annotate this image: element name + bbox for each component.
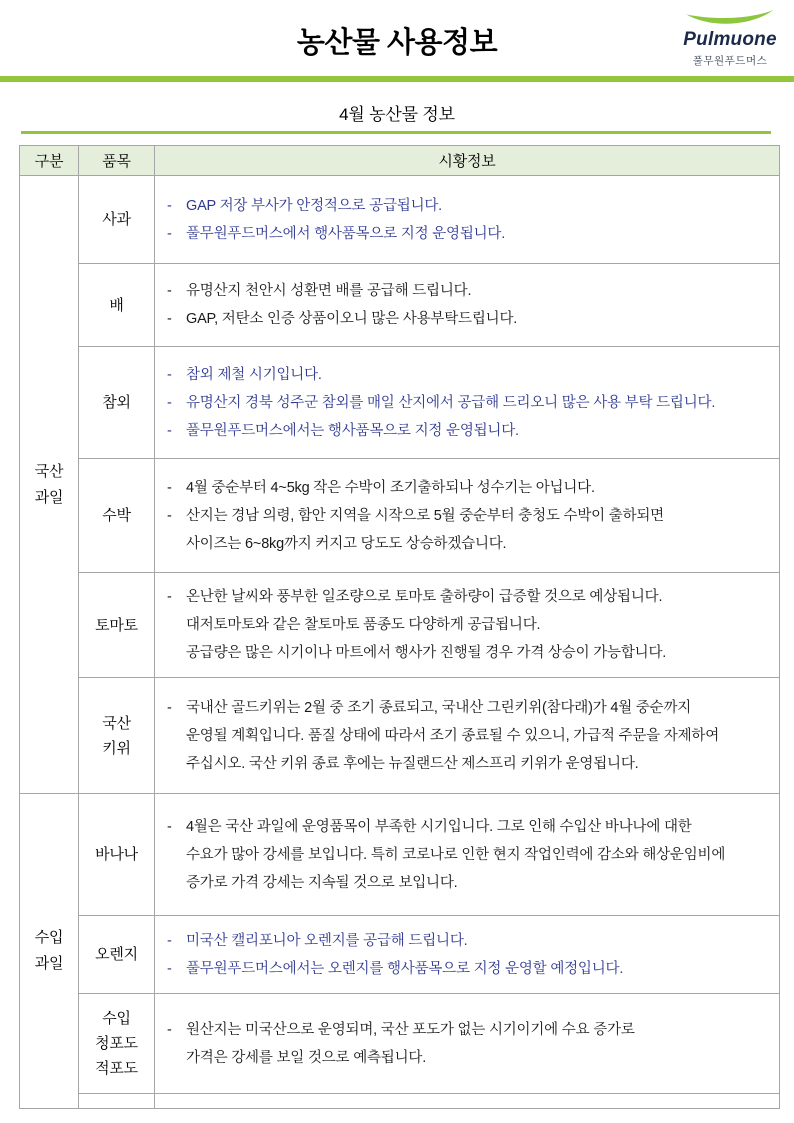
bullet-text: 풀무원푸드머스에서는 오렌지를 행사품목으로 지정 운영할 예정입니다. xyxy=(186,960,624,977)
pulmuone-logo xyxy=(678,8,782,68)
bullet-dash xyxy=(167,639,176,667)
col-header-item: 품목 xyxy=(79,146,155,176)
bullet-text: 4월은 국산 과일에 운영품목이 부족한 시기입니다. 그로 인해 수입산 바나나에 대한 xyxy=(186,818,692,835)
bullet-text: 사이즈는 6~8kg까지 커지고 당도도 상승하겠습니다. xyxy=(186,535,507,552)
group-label-line: 과일 xyxy=(34,488,64,506)
item-name-cell xyxy=(79,794,155,916)
bullet-dash: - xyxy=(167,283,172,299)
market-info-cell xyxy=(155,794,780,916)
bullet-text: 산지는 경남 의령, 함안 지역을 시작으로 5월 중순부터 충청도 수박이 출하되면 xyxy=(186,507,664,524)
bullet-dash xyxy=(167,869,176,897)
page-subtitle: 4월 농산물 정보 xyxy=(339,105,455,124)
bullet-line xyxy=(167,1044,769,1072)
table-row xyxy=(20,678,780,794)
bullet-dash xyxy=(167,722,176,750)
bullet-dash: - xyxy=(167,311,172,327)
bullet-line xyxy=(167,530,769,558)
group-label-line: 수입 xyxy=(34,929,64,946)
table-row xyxy=(20,994,780,1094)
bullet-dash xyxy=(167,530,176,558)
bullet-text: 운영될 계획입니다. 품질 상태에 따라서 조기 종료될 수 있으니, 가급적 주문을 자제하여 xyxy=(186,727,720,744)
bullet-line xyxy=(167,841,769,869)
bullet-text: 국내산 골드키위는 2월 중 조기 종료되고, 국내산 그린키위(참다래)가 4월 중순까지 xyxy=(186,699,692,716)
item-name-line: 참외 xyxy=(102,394,131,411)
item-name-cell xyxy=(79,176,155,264)
group-cell xyxy=(20,176,79,794)
table-row xyxy=(20,459,780,573)
bullet-line xyxy=(167,220,769,248)
market-info-cell xyxy=(155,994,780,1094)
bullet-dash: - xyxy=(167,422,172,439)
bullet-line xyxy=(167,955,769,983)
item-name-line: 오렌지 xyxy=(95,946,138,963)
bullet-line xyxy=(167,869,769,897)
bullet-line xyxy=(167,813,769,841)
bullet-dash xyxy=(167,750,176,778)
bullet-dash: - xyxy=(167,225,172,242)
item-name-cell xyxy=(79,347,155,459)
market-info-cell xyxy=(155,347,780,459)
market-table-body xyxy=(20,176,780,1109)
bullet-line xyxy=(167,192,769,220)
bullet-text: 참외 제철 시기입니다. xyxy=(186,366,322,383)
table-row xyxy=(20,264,780,347)
bullet-line xyxy=(167,502,769,530)
table-header-row xyxy=(20,146,780,176)
table-row xyxy=(20,794,780,916)
pulmuone-swoosh-icon xyxy=(684,8,776,28)
market-info-cell xyxy=(155,573,780,678)
market-info-cell xyxy=(155,1094,780,1109)
bullet-dash xyxy=(167,611,176,639)
bullet-dash: - xyxy=(167,394,172,411)
group-cell xyxy=(20,794,79,1109)
item-name-cell xyxy=(79,994,155,1094)
item-name-line: 사과 xyxy=(102,211,131,228)
bullet-line xyxy=(167,583,769,611)
bullet-dash xyxy=(167,841,176,869)
page-title: 농산물 사용정보 xyxy=(296,27,498,59)
item-name-line: 배 xyxy=(109,296,124,314)
item-name-cell xyxy=(79,573,155,678)
bullet-line xyxy=(167,1016,769,1044)
bullet-text: GAP, 저탄소 인증 상품이오니 많은 사용부탁드립니다. xyxy=(186,311,518,327)
bullet-line xyxy=(167,927,769,955)
bullet-text: 유명산지 천안시 성환면 배를 공급해 드립니다. xyxy=(186,283,472,299)
bullet-line xyxy=(167,474,769,502)
bullet-dash: - xyxy=(167,699,172,716)
group-label-line: 과일 xyxy=(34,955,64,972)
item-name-cell xyxy=(79,916,155,994)
bullet-line xyxy=(167,639,769,667)
item-name-line: 수입 xyxy=(102,1010,131,1027)
bullet-line xyxy=(167,694,769,722)
bullet-text: 증가로 가격 강세는 지속될 것으로 보입니다. xyxy=(186,874,458,891)
bullet-dash: - xyxy=(167,932,172,949)
bullet-dash: - xyxy=(167,366,172,383)
group-label-line: 국산 xyxy=(34,462,64,480)
bullet-line xyxy=(167,417,769,445)
item-name-line: 청포도 xyxy=(95,1035,138,1052)
bullet-line xyxy=(167,389,769,417)
subtitle-divider-line xyxy=(21,131,771,134)
logo-company-text: 풀무원푸드머스 xyxy=(692,55,768,67)
table-row xyxy=(20,176,780,264)
bullet-text: 4월 중순부터 4~5kg 작은 수박이 조기출하되나 성수기는 아닙니다. xyxy=(186,479,595,496)
bullet-dash: - xyxy=(167,960,172,977)
item-name-cell xyxy=(79,678,155,794)
bullet-line xyxy=(167,361,769,389)
bullet-text: 풀무원푸드머스에서 행사품목으로 지정 운영됩니다. xyxy=(186,225,506,242)
market-info-cell xyxy=(155,176,780,264)
bullet-line xyxy=(167,722,769,750)
logo-brand-text: Pulmuone xyxy=(683,29,777,50)
market-info-cell xyxy=(155,264,780,347)
bullet-text: 가격은 강세를 보일 것으로 예측됩니다. xyxy=(186,1049,427,1066)
table-row xyxy=(20,1094,780,1109)
bullet-line xyxy=(167,611,769,639)
bullet-text: 주십시오. 국산 키위 종료 후에는 뉴질랜드산 제스프리 키위가 운영됩니다. xyxy=(186,755,639,772)
item-name-cell xyxy=(79,1094,155,1109)
item-name-line: 국산 xyxy=(102,714,131,732)
table-row xyxy=(20,573,780,678)
bullet-text: 공급량은 많은 시기이나 마트에서 행사가 진행될 경우 가격 상승이 가능합니다. xyxy=(186,645,667,661)
market-info-cell xyxy=(155,916,780,994)
market-info-table xyxy=(19,145,780,1109)
market-info-cell xyxy=(155,678,780,794)
bullet-dash: - xyxy=(167,197,172,214)
bullet-dash: - xyxy=(167,589,172,605)
item-name-cell xyxy=(79,459,155,573)
bullet-line xyxy=(167,750,769,778)
col-header-market-info: 시황정보 xyxy=(155,146,780,176)
market-info-cell xyxy=(155,459,780,573)
bullet-text: GAP 저장 부사가 안정적으로 공급됩니다. xyxy=(186,197,443,214)
table-row xyxy=(20,347,780,459)
bullet-text: 수요가 많아 강세를 보입니다. 특히 코로나로 인한 현지 작업인력에 감소와 해상운임비에 xyxy=(186,846,726,863)
table-row xyxy=(20,916,780,994)
item-name-cell xyxy=(79,264,155,347)
bullet-dash: - xyxy=(167,507,172,524)
item-name-line: 토마토 xyxy=(95,616,138,634)
item-name-line: 수박 xyxy=(102,507,131,524)
bullet-text: 미국산 캘리포니아 오렌지를 공급해 드립니다. xyxy=(186,932,468,949)
item-name-line: 적포도 xyxy=(95,1060,138,1077)
bullet-text: 유명산지 경북 성주군 참외를 매일 산지에서 공급해 드리오니 많은 사용 부탁 드립니다. xyxy=(186,394,716,411)
header-divider-bar xyxy=(0,76,794,82)
table-header xyxy=(20,146,780,176)
bullet-line xyxy=(167,305,769,333)
bullet-dash: - xyxy=(167,479,172,496)
bullet-dash xyxy=(167,1044,176,1072)
bullet-text: 풀무원푸드머스에서는 행사품목으로 지정 운영됩니다. xyxy=(186,422,519,439)
bullet-dash: - xyxy=(167,818,172,835)
bullet-text: 온난한 날씨와 풍부한 일조량으로 토마토 출하량이 급증할 것으로 예상됩니다. xyxy=(186,589,663,605)
bullet-text: 대저토마토와 같은 찰토마토 품종도 다양하게 공급됩니다. xyxy=(186,617,541,633)
col-header-category: 구분 xyxy=(20,146,79,176)
item-name-line: 키위 xyxy=(102,739,131,757)
item-name-line: 바나나 xyxy=(95,846,138,863)
bullet-line xyxy=(167,277,769,305)
bullet-dash: - xyxy=(167,1021,172,1038)
bullet-text: 원산지는 미국산으로 운영되며, 국산 포도가 없는 시기이기에 수요 증가로 xyxy=(186,1021,635,1038)
